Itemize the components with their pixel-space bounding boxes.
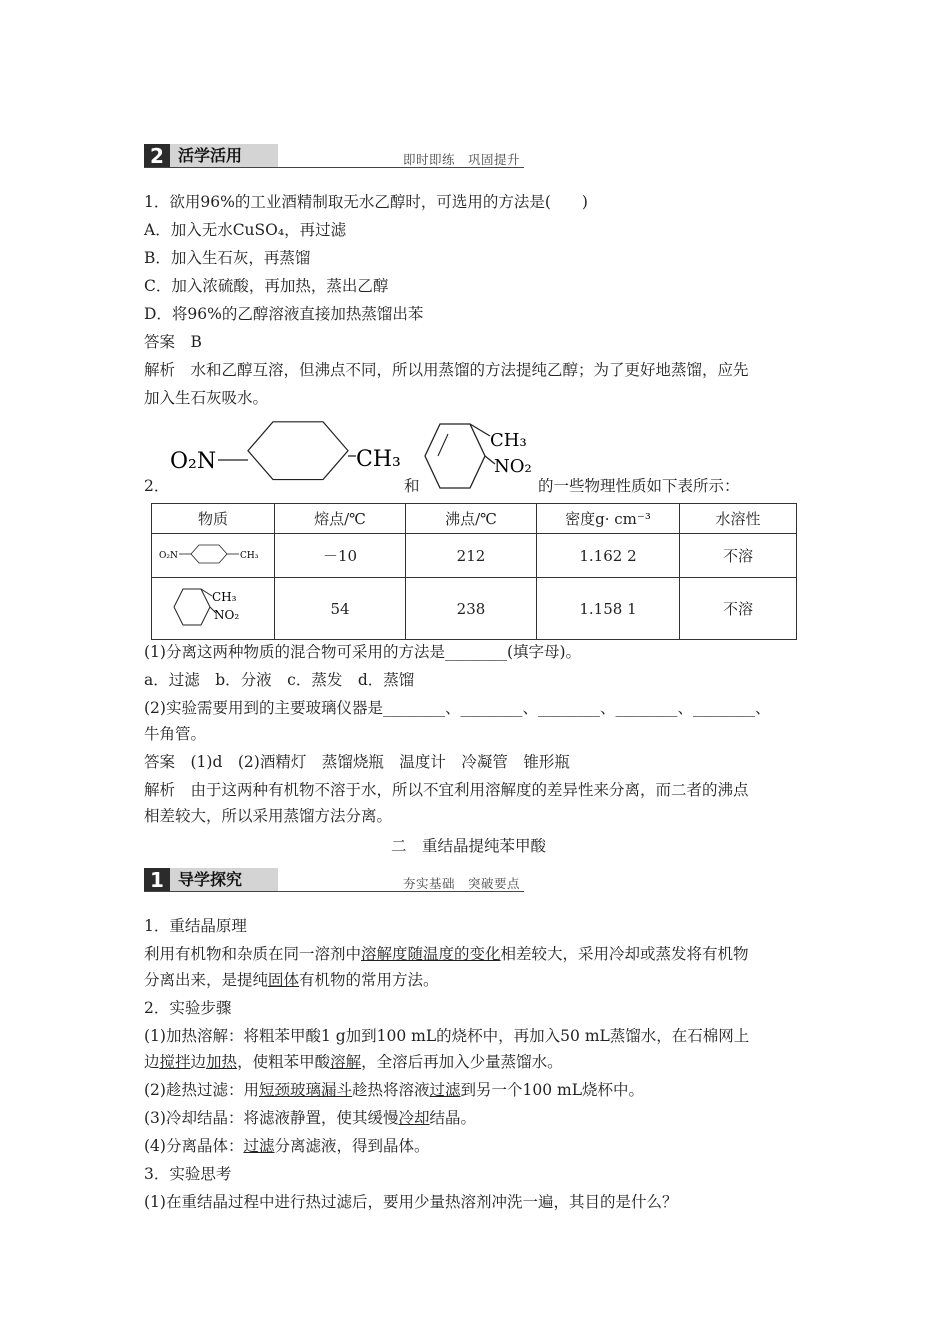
q2-analysis-line2: 相差较大，所以采用蒸馏方法分离。: [144, 807, 393, 825]
ch3-label: CH₃: [356, 447, 401, 472]
q2-sub2-line1: (2)实验需要用到的主要玻璃仪器是________、________、________、________、________、: [144, 699, 771, 717]
q1-analysis-line2: 加入生石灰吸水。: [144, 389, 269, 407]
principle-heading: 1．重结晶原理: [144, 917, 247, 935]
svg-text:O₂N: O₂N: [159, 550, 178, 561]
o-nitrotoluene-small-structure: [168, 581, 258, 633]
q1-option-c: C．加入浓硫酸，再加热，蒸出乙醇: [144, 277, 389, 295]
step2: (2)趁热过滤：用短颈玻璃漏斗趁热将溶液过滤到另一个100 mL烧杯中。: [144, 1081, 645, 1099]
step1-line1: (1)加热溶解：将粗苯甲酸1 g加到100 mL的烧杯中，再加入50 mL蒸馏水，在石棉网上: [144, 1027, 750, 1045]
steps-heading: 2．实验步骤: [144, 999, 232, 1017]
q1-answer: 答案 B: [144, 333, 202, 351]
table-cell-structure: [152, 534, 275, 578]
q1-stem: 1．欲用96%的工业酒精制取无水乙醇时，可选用的方法是( ): [144, 193, 588, 211]
table-cell-structure: [152, 578, 275, 640]
table-header: 沸点/℃: [406, 504, 537, 534]
svg-text:CH₃: CH₃: [212, 589, 237, 604]
q1-option-d: D．将96%的乙醇溶液直接加热蒸馏出苯: [144, 305, 424, 323]
table-header: 物质: [152, 504, 275, 534]
q2-tail: 的一些物理性质如下表所示：: [538, 477, 740, 495]
principle-line2: 分离出来，是提纯固体有机物的常用方法。: [144, 971, 439, 989]
section-banner-guided: [144, 868, 524, 892]
table-cell: 不溶: [680, 578, 797, 640]
p-nitrotoluene-structure: [170, 420, 410, 490]
o-nitrotoluene-structure: [420, 416, 540, 496]
principle-line1: 利用有机物和杂质在同一溶剂中溶解度随温度的变化相差较大，采用冷却或蒸发将有机物: [144, 945, 749, 963]
no2-label: NO₂: [494, 456, 532, 477]
q2-number: 2．: [144, 477, 170, 495]
q2-sub1: (1)分离这两种物质的混合物可采用的方法是________(填字母)。: [144, 643, 582, 661]
table-header-row: [152, 504, 797, 534]
section-title: 活学活用: [170, 144, 278, 168]
step1-line2: 边搅拌边加热，使粗苯甲酸溶解，全溶后再加入少量蒸馏水。: [144, 1053, 563, 1071]
underlined-term: 固体: [268, 971, 300, 989]
table-cell: 1.162 2: [537, 534, 680, 578]
table-cell: 54: [275, 578, 406, 640]
q2-choices: a．过滤 b．分液 c．蒸发 d．蒸馏: [144, 671, 415, 689]
table-cell: 1.158 1: [537, 578, 680, 640]
q1-option-a: A．加入无水CuSO₄，再过滤: [144, 221, 347, 239]
q2-and: 和: [404, 477, 420, 495]
q2-analysis-line1: 解析 由于这两种有机物不溶于水，所以不宜利用溶解度的差异性来分离，而二者的沸点: [144, 781, 749, 799]
svg-text:CH₃: CH₃: [240, 550, 259, 561]
part-title: 二 重结晶提纯苯甲酸: [391, 837, 547, 855]
q1-option-b: B．加入生石灰，再蒸馏: [144, 249, 311, 267]
o2n-label: O₂N: [170, 449, 217, 474]
table-row: [152, 534, 797, 578]
section-banner-practice: [144, 144, 524, 168]
section-subtitle: 夯实基础 突破要点: [402, 876, 520, 891]
q1-analysis-line1: 解析 水和乙醇互溶，但沸点不同，所以用蒸馏的方法提纯乙醇；为了更好地蒸馏，应先: [144, 361, 749, 379]
section-number: 2: [144, 144, 170, 168]
section-number: 1: [144, 868, 170, 892]
table-header: 水溶性: [680, 504, 797, 534]
table-cell: 238: [406, 578, 537, 640]
step4: (4)分离晶体：过滤分离滤液，得到晶体。: [144, 1137, 430, 1155]
table-header: 熔点/℃: [275, 504, 406, 534]
table-cell: 不溶: [680, 534, 797, 578]
thinking-heading: 3．实验思考: [144, 1165, 232, 1183]
section-subtitle: 即时即练 巩固提升: [402, 152, 520, 167]
properties-table: [151, 503, 797, 640]
q2-answer: 答案 (1)d (2)酒精灯 蒸馏烧瓶 温度计 冷凝管 锥形瓶: [144, 753, 570, 771]
underlined-term: 溶解度随温度的变化: [361, 945, 501, 963]
q2-sub2-line2: 牛角管。: [144, 725, 207, 743]
table-cell: 212: [406, 534, 537, 578]
step3: (3)冷却结晶：将滤液静置，使其缓慢冷却结晶。: [144, 1109, 476, 1127]
thinking-question1: (1)在重结晶过程中进行热过滤后，要用少量热溶剂冲洗一遍，其目的是什么？: [144, 1193, 678, 1211]
table-header: 密度g· cm⁻³: [537, 504, 680, 534]
section-title: 导学探究: [170, 868, 278, 892]
table-cell: －10: [275, 534, 406, 578]
ch3-label: CH₃: [490, 430, 527, 451]
p-nitrotoluene-small-structure: [157, 543, 269, 565]
svg-text:NO₂: NO₂: [214, 607, 240, 622]
table-row: [152, 578, 797, 640]
